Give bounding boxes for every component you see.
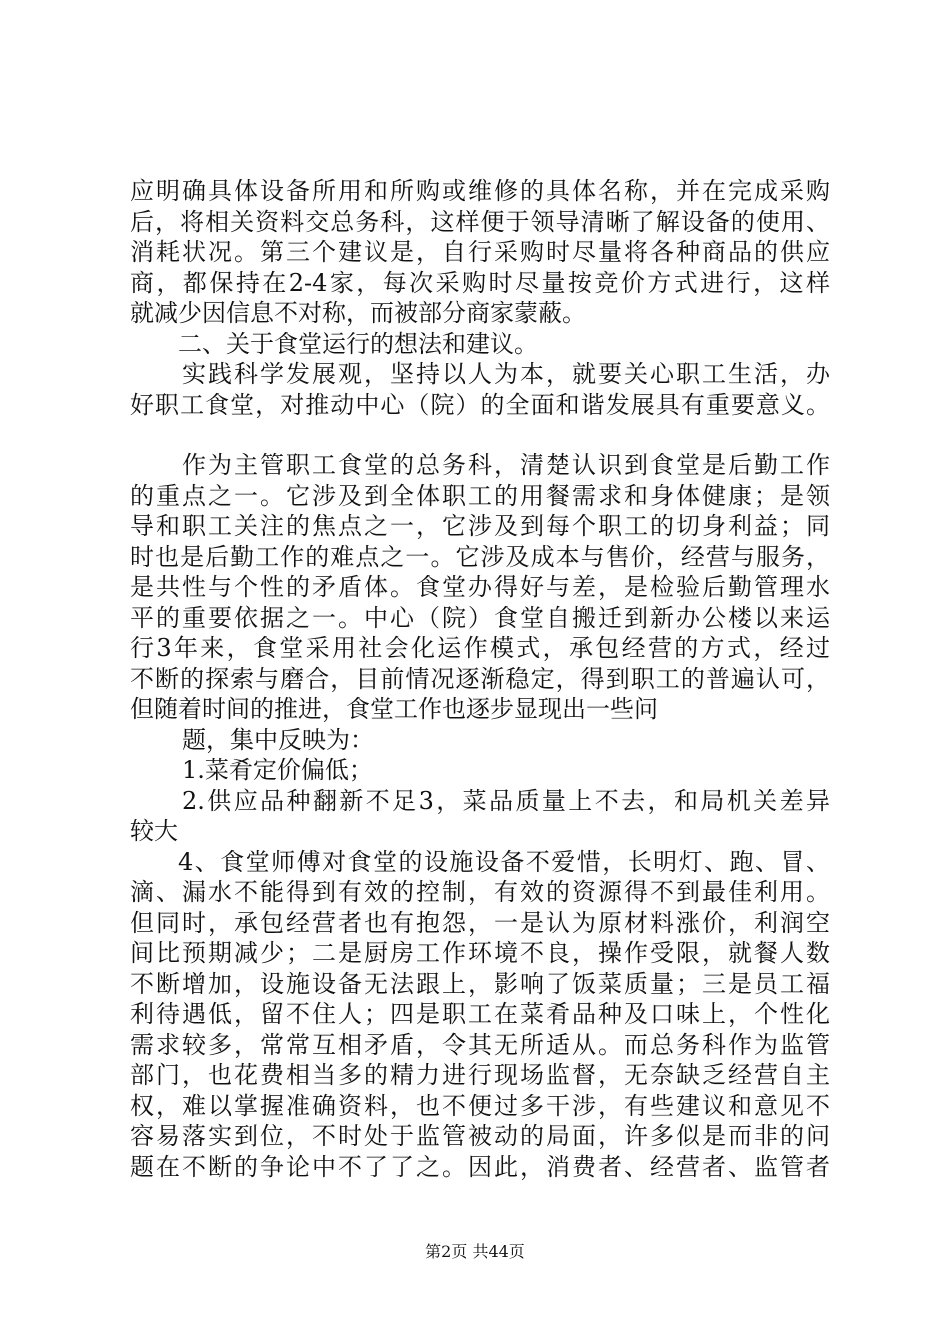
text-line: 4、食堂师傅对食堂的设施设备不爱惜，长明灯、跑、冒、 bbox=[178, 847, 830, 876]
list-item-2 bbox=[130, 786, 830, 847]
text-line: 但同时，承包经营者也有抱怨，一是认为原材料涨价，利润空 bbox=[130, 908, 830, 937]
text-line: 的重点之一。它涉及到全体职工的用餐需求和身体健康；是领 bbox=[130, 481, 830, 510]
text-line: 导和职工关注的焦点之一，它涉及到每个职工的切身利益；同 bbox=[130, 512, 830, 540]
text-line: 容易落实到位，不时处于监管被动的局面，许多似是而非的问 bbox=[130, 1122, 830, 1150]
text-line: 实践科学发展观，坚持以人为本，就要关心职工生活，办 bbox=[182, 360, 830, 388]
text-line: 是共性与个性的矛盾体。食堂办得好与差，是检验后勤管理水 bbox=[130, 573, 830, 601]
paragraph-2 bbox=[130, 359, 830, 420]
paragraph-1 bbox=[130, 176, 830, 329]
text-line: 题在不断的争论中不了了之。因此，消费者、经营者、监管者 bbox=[130, 1152, 830, 1181]
text-line: 行3年来，食堂采用社会化运作模式，承包经营的方式，经过 bbox=[130, 634, 830, 662]
text-line: 利待遇低，留不住人；四是职工在菜肴品种及口味上，个性化 bbox=[130, 1000, 830, 1028]
text-line: 部门，也花费相当多的精力进行现场监督，无奈缺乏经营自主 bbox=[130, 1061, 830, 1089]
text-line: 消耗状况。第三个建议是，自行采购时尽量将各种商品的供应 bbox=[130, 238, 830, 266]
text-line: 但随着时间的推进，食堂工作也逐步显现出一些问 bbox=[130, 695, 658, 723]
text-line: 不断的探索与磨合，目前情况逐渐稳定，得到职工的普遍认可， bbox=[130, 664, 830, 693]
document-body bbox=[130, 176, 830, 1182]
text-line: 较大 bbox=[130, 817, 178, 845]
page-number-footer: 第2页 共44页 bbox=[425, 1242, 525, 1261]
text-line: 后，将相关资料交总务科，这样便于领导清晰了解设备的使用、 bbox=[130, 207, 830, 236]
text-line: 间比预期减少；二是厨房工作环境不良，操作受限，就餐人数 bbox=[130, 939, 830, 967]
list-item-1: 1.菜肴定价偏低； bbox=[182, 756, 373, 784]
text-line: 需求较多，常常互相矛盾，令其无所适从。而总务科作为监管 bbox=[130, 1030, 830, 1059]
paragraph-gap bbox=[130, 420, 830, 450]
text-line: 作为主管职工食堂的总务科，清楚认识到食堂是后勤工作 bbox=[182, 451, 830, 479]
text-line: 时也是后勤工作的难点之一。它涉及成本与售价，经营与服务， bbox=[130, 542, 830, 571]
text-line: 平的重要依据之一。中心（院）食堂自搬迁到新办公楼以来运 bbox=[130, 603, 830, 632]
paragraph-4: 题，集中反映为： bbox=[182, 725, 374, 754]
paragraph-5 bbox=[130, 847, 830, 1183]
text-line: 滴、漏水不能得到有效的控制，有效的资源得不到最佳利用。 bbox=[130, 878, 830, 906]
text-line: 2.供应品种翻新不足3，菜品质量上不去，和局机关差异 bbox=[182, 786, 830, 815]
text-line: 应明确具体设备所用和所购或维修的具体名称，并在完成采购 bbox=[130, 177, 830, 205]
text-line: 不断增加，设施设备无法跟上，影响了饭菜质量；三是员工福 bbox=[130, 969, 830, 998]
text-line: 权，难以掌握准确资料，也不便过多干涉，有些建议和意见不 bbox=[130, 1091, 830, 1120]
text-line: 好职工食堂，对推动中心（院）的全面和谐发展具有重要意义。 bbox=[130, 390, 830, 419]
text-line: 商，都保持在2-4家，每次采购时尽量按竞价方式进行，这样 bbox=[130, 268, 830, 297]
section-heading: 二、关于食堂运行的想法和建议。 bbox=[178, 329, 538, 358]
paragraph-3 bbox=[130, 450, 830, 725]
text-line: 就减少因信息不对称，而被部分商家蒙蔽。 bbox=[130, 299, 586, 327]
